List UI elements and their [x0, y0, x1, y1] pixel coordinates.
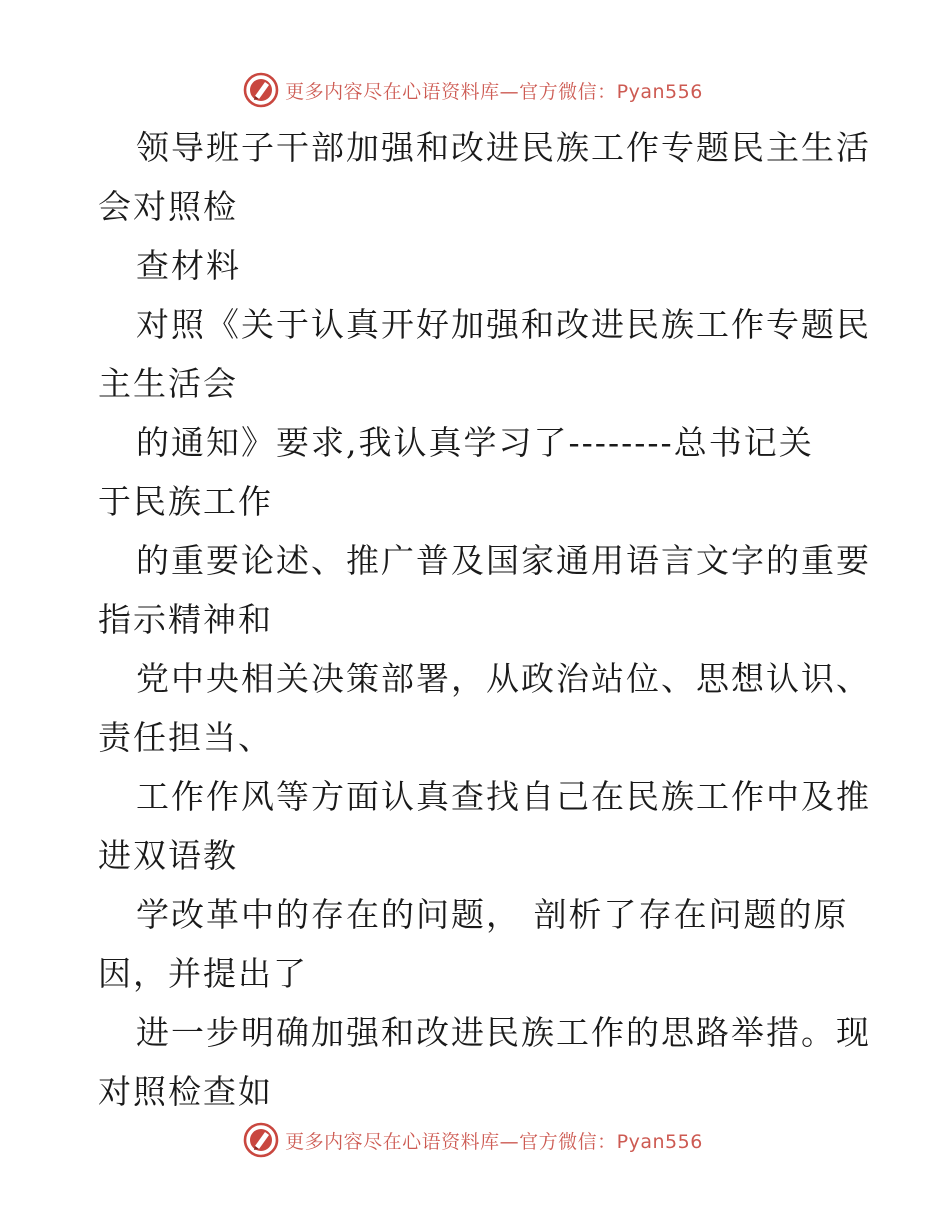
- document-line: 的通知》要求,我认真学习了--------总书记关: [136, 423, 814, 462]
- document-line: 对照《关于认真开好加强和改进民族工作专题民: [136, 305, 871, 344]
- header-banner-content: [243, 72, 703, 108]
- document-line: 进双语教: [98, 836, 238, 875]
- document-line: 学改革中的存在的问题， 剖析了存在问题的原: [136, 895, 849, 934]
- document-line: 的重要论述、推广普及国家通用语言文字的重要: [136, 541, 871, 580]
- footer-banner-content: [243, 1122, 703, 1158]
- document-line: 党中央相关决策部署，从政治站位、思想认识、: [136, 659, 871, 698]
- document-line: 领导班子干部加强和改进民族工作专题民主生活: [136, 128, 871, 167]
- footer-banner-text: 更多内容尽在心语资料库—官方微信：Pyan556: [285, 1130, 703, 1153]
- footer-watermark-banner: [0, 1120, 950, 1160]
- pen-logo-icon: [243, 1122, 279, 1158]
- document-line: 会对照检: [98, 187, 238, 226]
- document-line: 指示精神和: [98, 600, 273, 639]
- document-line: 工作作风等方面认真查找自己在民族工作中及推: [136, 777, 871, 816]
- document-line: 进一步明确加强和改进民族工作的思路举措。现: [136, 1013, 871, 1052]
- pen-logo-icon: [243, 72, 279, 108]
- document-line: 因，并提出了: [98, 954, 308, 993]
- document-line: 查材料: [136, 246, 241, 285]
- document-line: 对照检查如: [98, 1072, 273, 1111]
- document-line: 主生活会: [98, 364, 238, 403]
- header-watermark-banner: [0, 70, 950, 110]
- header-banner-text: 更多内容尽在心语资料库—官方微信：Pyan556: [285, 80, 703, 103]
- document-body: [98, 118, 871, 1121]
- document-line: 于民族工作: [98, 482, 273, 521]
- document-line: 责任担当、: [98, 718, 273, 757]
